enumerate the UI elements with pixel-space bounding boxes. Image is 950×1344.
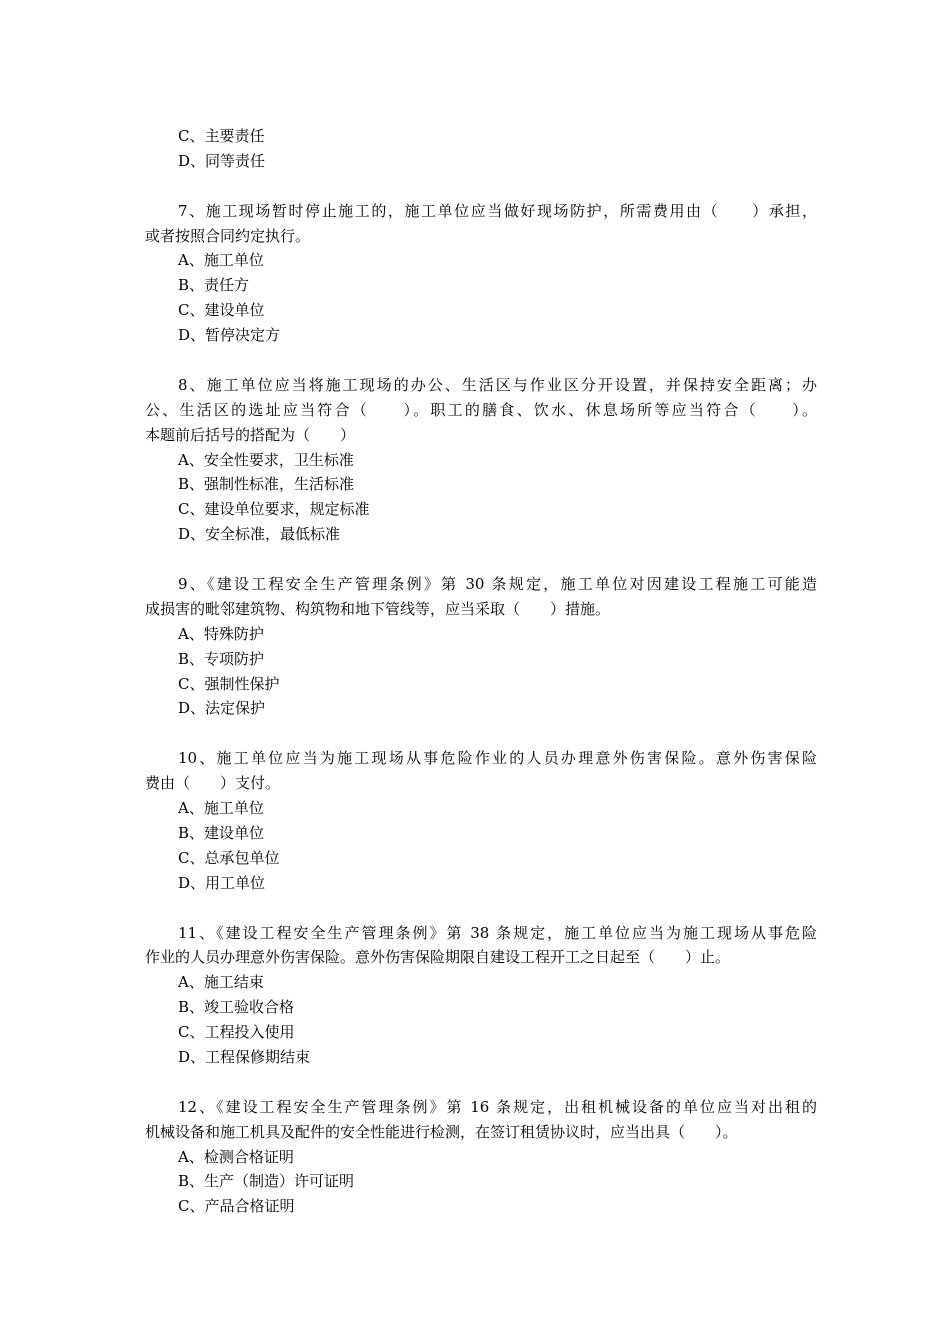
question-8 [145,373,817,547]
option-line: B、生产（制造）许可证明 [178,1172,355,1191]
question-stem: 机械设备和施工机具及配件的安全性能进行检测，在签订租赁协议时，应当出具（ ）。 [145,1122,738,1141]
question-7 [145,199,817,348]
option-line: A、施工单位 [178,799,264,818]
option-line: C、建设单位 [178,301,265,320]
option-line: C、强制性保护 [178,674,280,693]
question-stem: 8、施工单位应当将施工现场的办公、生活区与作业区分开设置，并保持安全距离；办 [178,375,817,394]
option-line: D、安全标准，最低标准 [178,525,341,544]
question-stem: 成损害的毗邻建筑物、构筑物和地下管线等，应当采取（ ）措施。 [145,599,611,618]
option-line: B、竣工验收合格 [178,998,295,1017]
option-line: A、施工单位 [178,251,264,270]
question-10 [145,746,817,895]
option-line: C、建设单位要求，规定标准 [178,500,370,519]
option-line: B、建设单位 [178,823,265,842]
document-page [145,124,817,1244]
question-stem: 7、施工现场暂时停止施工的，施工单位应当做好现场防护，所需费用由（ ）承担， [178,201,817,220]
question-stem: 本题前后括号的搭配为（ ） [145,425,356,444]
option-line: D、用工单位 [178,873,266,892]
option-line: B、责任方 [178,276,250,295]
option-line: A、特殊防护 [178,624,264,643]
question-stem: 费由（ ）支付。 [145,774,281,793]
option-line: C、产品合格证明 [178,1197,295,1216]
option-line: B、强制性标准，生活标准 [178,475,355,494]
option-line: B、专项防护 [178,649,265,668]
question-stem: 公、生活区的选址应当符合（ ）。职工的膳食、饮水、休息场所等应当符合（ ）。 [145,400,817,419]
option-line: C、总承包单位 [178,848,280,867]
question-stem: 作业的人员办理意外伤害保险。意外伤害保险期限自建设工程开工之日起至（ ）止。 [145,948,731,967]
question-stem: 9、《建设工程安全生产管理条例》第 30 条规定，施工单位对因建设工程施工可能造 [178,575,817,594]
option-line: A、安全性要求，卫生标准 [178,450,354,469]
option-line: D、暂停决定方 [178,326,281,345]
option-line: A、施工结束 [178,973,264,992]
question-12 [145,1095,817,1219]
option-line: C、工程投入使用 [178,1023,295,1042]
option-line: D、工程保修期结束 [178,1047,311,1066]
previous-question-options [145,124,817,174]
option-line: D、同等责任 [178,151,266,170]
option-line: A、检测合格证明 [178,1147,294,1166]
option-line: D、法定保护 [178,699,266,718]
question-stem: 12、《建设工程安全生产管理条例》第 16 条规定，出租机械设备的单位应当对出租的 [178,1097,817,1116]
question-stem: 11、《建设工程安全生产管理条例》第 38 条规定，施工单位应当为施工现场从事危险 [178,923,817,942]
question-11 [145,921,817,1070]
option-line: C、主要责任 [178,127,265,145]
question-stem: 或者按照合同约定执行。 [145,226,311,245]
question-9 [145,572,817,721]
question-stem: 10、施工单位应当为施工现场从事危险作业的人员办理意外伤害保险。意外伤害保险 [178,749,817,768]
